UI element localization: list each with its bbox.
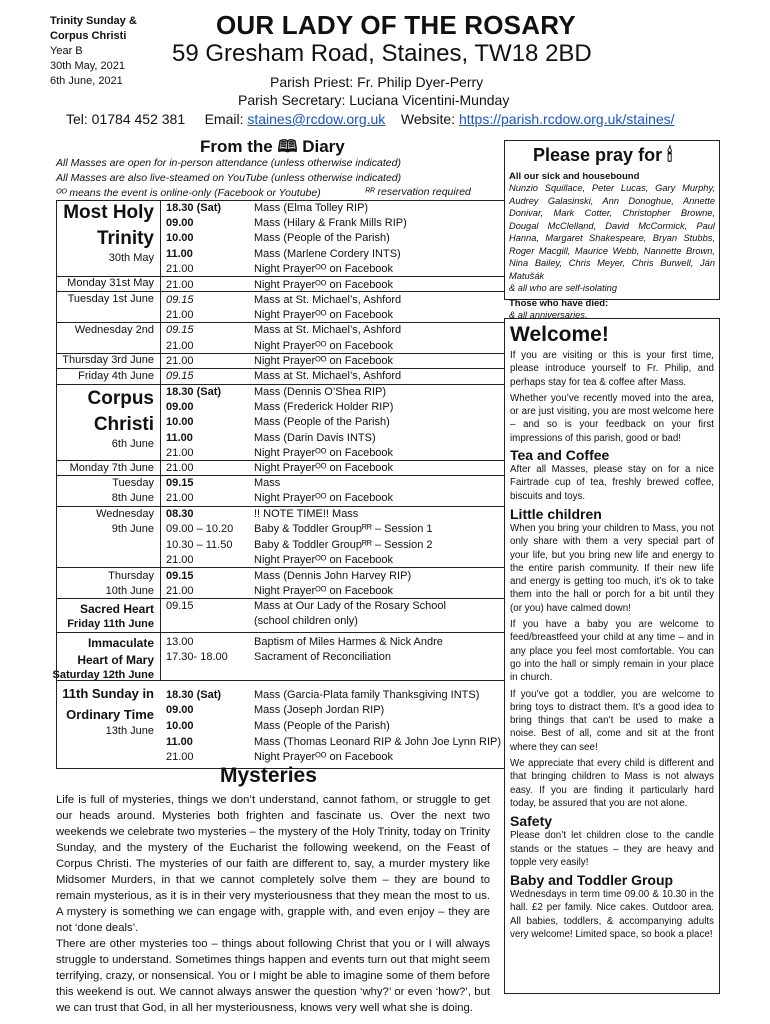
safety-title: Safety	[510, 813, 553, 830]
mysteries-body	[56, 792, 490, 1016]
day-label-heart-of-mary: Heart of Mary	[77, 653, 154, 667]
diary-time: 21.00	[166, 447, 194, 459]
diary-event: Mass (Hilary & Frank Mills RIP)	[254, 217, 407, 229]
diary-event: Night Prayerᴼᴼ on Facebook	[254, 340, 394, 352]
day-label-fri-11: Friday 11th June	[67, 618, 154, 630]
day-label-13-june: 13th June	[105, 725, 154, 737]
email-label: Email:	[204, 111, 244, 127]
diary-event: Night Prayerᴼᴼ on Facebook	[254, 279, 394, 291]
diary-time: 09.00	[166, 401, 194, 413]
diary-time: 21.00	[166, 340, 194, 352]
feast-line-2: Corpus Christi	[50, 30, 127, 42]
pray-title: Please pray for 🕯	[533, 145, 673, 165]
diary-time: 11.00	[166, 248, 193, 260]
diary-event: Mass (Joseph Jordan RIP)	[254, 704, 385, 716]
diary-time: 09.00	[166, 217, 194, 229]
diary-time: 10.00	[166, 416, 194, 428]
contact-line	[66, 111, 675, 127]
day-label-mon-7: Monday 7th June	[69, 462, 154, 474]
diary-event: Night Prayerᴼᴼ on Facebook	[254, 263, 394, 275]
diary-event: Mass (Frederick Holder RIP)	[254, 401, 394, 413]
day-label-trinity: Trinity	[96, 228, 154, 249]
day-label-9-june: 9th June	[111, 523, 154, 535]
diary-time: 18.30 (Sat)	[166, 689, 222, 701]
sick-heading: All our sick and housebound	[509, 171, 640, 182]
children-paragraph-1: When you bring your children to Mass, you not only share with them a very special part of your life, but you bring new life and energy to the entire parish community. If their new life and energy is getting too much, it’s ok to take them into the hall or porch for a bit until they (or you) have calmed down!	[510, 522, 714, 614]
diary-note-3: ᴼᴼ means the event is online-only (Facebook or Youtube)	[56, 187, 321, 199]
website-label: Website:	[400, 111, 456, 127]
diary-time: 21.00	[166, 263, 194, 275]
day-label-immaculate: Immaculate	[87, 636, 154, 650]
diary-note-1: All Masses are open for in-person attendance (unless otherwise indicated)	[56, 157, 401, 169]
diary-event: (school children only)	[254, 615, 358, 627]
day-label-ordinary-time: Ordinary Time	[66, 707, 154, 722]
diary-time: 09.15	[166, 477, 194, 489]
diary-time: 09.00	[166, 704, 194, 716]
website-link[interactable]: https://parish.rcdow.org.uk/staines/	[458, 111, 675, 127]
diary-event: Baby & Toddler Groupᴿᴿ – Session 2	[254, 539, 433, 551]
diary-event: Mass (Thomas Leonard RIP & John Joe Lynn RIP)	[254, 736, 502, 748]
day-label-thu-3: Thursday 3rd June	[62, 354, 154, 366]
diary-event: Mass (Elma Tolley RIP)	[254, 202, 369, 214]
diary-time: 18.30 (Sat)	[166, 202, 222, 214]
diary-time: 17.30- 18.00	[166, 651, 228, 663]
day-label-thu: Thursday	[108, 570, 154, 582]
day-label-11th-sunday: 11th Sunday in	[62, 686, 154, 701]
diary-time: 11.00	[166, 432, 193, 444]
died-heading: Those who have died:	[509, 297, 609, 309]
date-1: 30th May, 2021	[50, 60, 126, 72]
day-label-corpus: Corpus	[87, 388, 154, 409]
diary-time: 09.15	[166, 370, 194, 382]
diary-table	[52, 200, 504, 768]
diary-event: Night Prayerᴼᴼ on Facebook	[254, 447, 394, 459]
diary-event: !! NOTE TIME!! Mass	[254, 508, 359, 520]
diary-event: Mass (Garcia-Plata family Thanksgiving INTS)	[254, 689, 480, 701]
diary-time: 21.00	[166, 585, 194, 597]
date-2: 6th June, 2021	[50, 75, 123, 87]
diary-event: Mass (People of the Parish)	[254, 232, 390, 244]
day-label-30-may: 30th May	[108, 252, 154, 264]
welcome-paragraph-1: If you are visiting or this is your first time, please introduce yourself to Fr. Philip, and perhaps stay for tea & coffee after Mass.	[510, 350, 714, 388]
bulletin-edition	[50, 14, 137, 89]
parish-name: OUR LADY OF THE ROSARY	[216, 10, 576, 40]
diary-time: 09.15	[166, 294, 194, 306]
diary-time: 21.00	[166, 355, 194, 367]
diary-event: Night Prayerᴼᴼ on Facebook	[254, 492, 394, 504]
diary-time: 21.00	[166, 309, 194, 321]
diary-time: 18.30 (Sat)	[166, 386, 222, 398]
children-paragraph-2: If you have a baby you are welcome to feed/breastfeed your child at any time – and in any place you feel most comfortable. You can go into the hall or simply remain in your place in church.	[510, 619, 714, 684]
mysteries-title: Mysteries	[220, 764, 317, 787]
day-label-tue-1: Tuesday 1st June	[67, 293, 154, 305]
diary-event: Mass at St. Michael’s, Ashford	[254, 294, 402, 306]
baby-toddler-text: Wednesdays in term time 09.00 & 10.30 in the hall. £2 per family. Nice cakes. Outdoor area. All babies, toddlers, & accompanying adults very welcome! Limited space, so book a place!	[510, 889, 714, 940]
email-link[interactable]: staines@rcdow.org.uk	[247, 111, 386, 127]
mysteries-paragraph-2: There are other mysteries too – things about following Christ that you or I will always struggle to understand. Sometimes things happen and events turn out that might seem terrifying, crazy, or nonsensical. You or I might be able to imagine some of them before this weekend is out. We cannot always answer the question ‘why?’ or even ‘how?’, but we can trust that God, in all her mysteriousness, knows very well what she is doing.	[56, 938, 490, 1014]
sick-names: Nunzio Squillace, Peter Lucas, Gary Murphy, Audrey Galasinski, Ann Donoghue, Annette Donivar, Mark Cotter, Christopher Browne, Dougal McClelland, David McCormick, Paul Hanna, Margaret Shakespeare, Bryan Stubbs, Roger Macgill, Maurice Webb, Nannette Brown, Nina Bailey, Chris Meyer, Chris Burwell, Ján Matušák	[509, 183, 715, 281]
diary-event: Mass (Dennis O’Shea RIP)	[254, 386, 387, 398]
diary-time: 21.00	[166, 554, 194, 566]
diary-time: 10.30 – 11.50	[166, 539, 233, 551]
diary-time: 09.00 – 10.20	[166, 523, 234, 535]
diary-time: 21.00	[166, 751, 194, 763]
day-label-fri-4: Friday 4th June	[78, 370, 154, 382]
tea-coffee-title: Tea and Coffee	[510, 447, 610, 464]
diary-title: From the 🕮 Diary	[200, 137, 345, 156]
diary-event: Mass (Darin Davis INTS)	[254, 432, 376, 444]
diary-event: Mass at St. Michael’s, Ashford	[254, 324, 402, 336]
children-paragraph-4: We appreciate that every child is different and that bringing children to Mass is not always easy. If you are finding it particularly hard today, be assured that you are not alone.	[510, 758, 714, 809]
diary-notes	[56, 156, 401, 201]
liturgical-year: Year B	[50, 45, 83, 57]
little-children-title: Little children	[510, 505, 602, 522]
day-label-wed: Wednesday	[96, 508, 154, 520]
welcome-title: Welcome!	[510, 323, 609, 346]
tea-coffee-text: After all Masses, please stay on for a nice Fairtrade cup of tea, freshly brewed coffee, biscuits and toys.	[510, 464, 714, 502]
diary-time: 13.00	[166, 636, 194, 648]
day-label-christi: Christi	[93, 414, 154, 435]
diary-event: Mass (Marlene Cordery INTS)	[254, 248, 401, 260]
diary-event: Mass at Our Lady of the Rosary School	[254, 600, 446, 612]
day-label-10-june: 10th June	[105, 585, 154, 597]
diary-time: 21.00	[166, 279, 194, 291]
diary-event: Night Prayerᴼᴼ on Facebook	[254, 554, 394, 566]
diary-event: Night Prayerᴼᴼ on Facebook	[254, 751, 394, 763]
day-label-sacred-heart: Sacred Heart	[79, 602, 154, 616]
diary-event: Mass (People of the Parish)	[254, 416, 390, 428]
diary-event: Mass (People of the Parish)	[254, 720, 390, 732]
diary-event: Night Prayerᴼᴼ on Facebook	[254, 309, 394, 321]
diary-event: Baptism of Miles Harmes & Nick Andre	[254, 636, 443, 648]
diary-time: 10.00	[166, 232, 194, 244]
children-paragraph-3: If you’ve got a toddler, you are welcome to bring toys to distract them. It’s a good idea to bring things that can’t be used to make a noise. Best of all, come and sit at the front where they can see!	[510, 688, 714, 753]
day-label-wed-2: Wednesday 2nd	[74, 324, 154, 336]
diary-event: Night Prayerᴼᴼ on Facebook	[254, 585, 394, 597]
diary-event: Night Prayerᴼᴼ on Facebook	[254, 355, 394, 367]
diary-note-2: All Masses are also live-steamed on YouTube (unless otherwise indicated)	[56, 172, 402, 184]
telephone: Tel: 01784 452 381	[66, 111, 186, 127]
welcome-paragraph-2: Whether you’ve recently moved into the area, or are just visiting, you are most welcome here – and so is your feedback on your first impressions of this parish, good or bad!	[510, 392, 714, 444]
diary-event: Night Prayerᴼᴼ on Facebook	[254, 462, 394, 474]
parish-priest: Parish Priest: Fr. Philip Dyer-Perry	[270, 74, 484, 90]
day-label-sat-12: Saturday 12th June	[52, 669, 154, 681]
diary-time: 10.00	[166, 720, 194, 732]
diary-time: 09.15	[166, 570, 194, 582]
day-label-tue: Tuesday	[112, 477, 154, 489]
diary-time: 21.00	[166, 492, 194, 504]
diary-time: 08.30	[166, 508, 194, 520]
baby-toddler-title: Baby and Toddler Group	[510, 872, 674, 889]
feast-line-1: Trinity Sunday &	[50, 15, 137, 27]
mysteries-paragraph-1: Life is full of mysteries, things we don’t understand, cannot fathom, or struggle to get our heads around. Mysteries both frighten and fascinate us. Over the next two weekends we celebrate two mysteries – the mystery of the Holy Trinity, today on Trinity Sunday, and the mystery of the Eucharist the following weekend, on the Feast of Corpus Christi. The mysteries of our faith are different to, say, a murder mystery like Midsomer Murders, in that we cannot completely solve them – they are bound to remain mysterious, as it is in their very mysteriousness that they mean the most to us. A mystery is something we can engage with, grapple with, and even enjoy – they are not ‘done deals’.	[56, 794, 490, 934]
diary-time: 11.00	[166, 736, 193, 748]
diary-event: Mass (Dennis John Harvey RIP)	[254, 570, 412, 582]
diary-time: 21.00	[166, 462, 194, 474]
parish-secretary: Parish Secretary: Luciana Vicentini-Munday	[238, 92, 510, 108]
diary-event: Mass	[254, 477, 281, 489]
day-label-most-holy: Most Holy	[63, 202, 154, 223]
self-isolating: & all who are self-isolating	[509, 283, 617, 293]
diary-note-4: ᴿᴿ reservation required	[365, 186, 471, 198]
day-label-6-june: 6th June	[111, 438, 154, 450]
parish-address: 59 Gresham Road, Staines, TW18 2BD	[172, 40, 592, 67]
pray-box	[504, 140, 720, 320]
diary-event: Baby & Toddler Groupᴿᴿ – Session 1	[254, 523, 433, 535]
day-label-mon-31: Monday 31st May	[67, 277, 154, 289]
diary-time: 09.15	[166, 600, 194, 612]
diary-time: 09.15	[166, 324, 194, 336]
safety-text: Please don’t let children close to the candle stands or the statues – they are heavy and topple very easily!	[510, 830, 714, 868]
welcome-box	[504, 318, 720, 994]
day-label-8-june: 8th June	[111, 492, 154, 504]
diary-event: Sacrament of Reconciliation	[254, 651, 391, 663]
diary-event: Mass at St. Michael’s, Ashford	[254, 370, 402, 382]
anniversaries: & all anniversaries.	[509, 309, 588, 320]
